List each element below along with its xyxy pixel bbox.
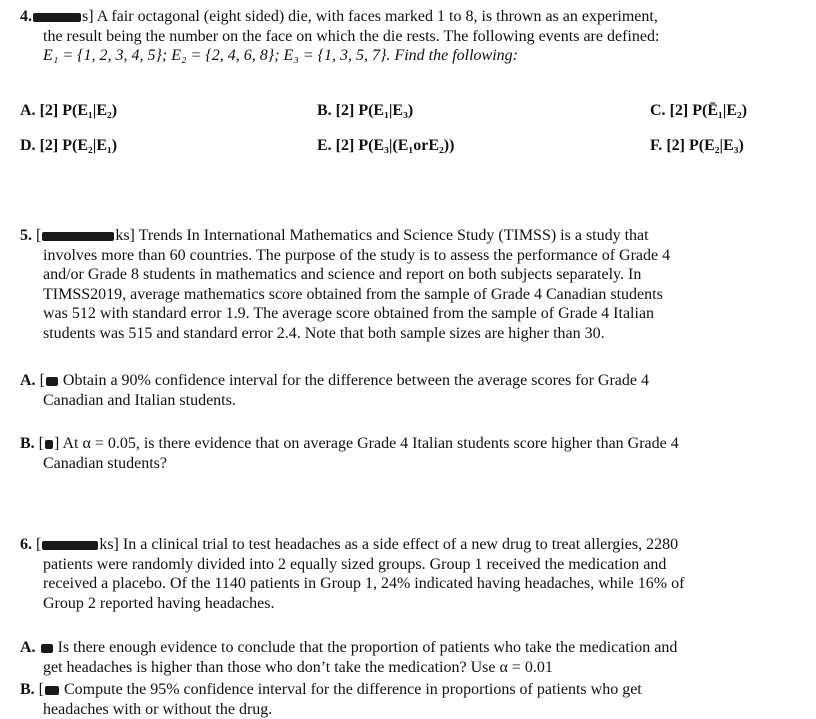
q5-part-a-line1: A. [ Obtain a 90% confidence interval for the difference between the average scores for Grade 4: [20, 372, 649, 389]
option-text: [2] P(E₂|E₁): [39, 137, 118, 154]
option-text: [2] P(E₃|(E₁orE₂)): [335, 137, 455, 154]
question-5: [20, 226, 780, 343]
q5-part-a-text: Obtain a 90% confidence interval for the difference between the average scores for Grade 4: [62, 372, 649, 389]
redaction-mark: [42, 541, 98, 550]
redaction-mark: [45, 440, 53, 449]
question-6: [20, 535, 780, 613]
q5-part-b-line1: B. [ ] At α = 0.05, is there evidence that on average Grade 4 Italian students score higher than Grade 4: [20, 435, 679, 452]
redaction-mark: [41, 644, 53, 653]
redaction-mark: [46, 377, 58, 386]
q6-part-b-text2: headaches with or without the drug.: [43, 700, 273, 718]
q4-marks-tail: s]: [82, 8, 94, 25]
option-text: [2] P(E₁|E₃): [335, 102, 414, 119]
q4-options-row2: [20, 136, 780, 156]
q4-option-f: [650, 136, 744, 156]
q4-text-line2: the result being the number on the face on which the die rests. The following events are defined:: [43, 27, 660, 45]
option-text: [2] P(Ē₁|E₂): [669, 102, 748, 119]
q4-option-c: [650, 101, 747, 121]
q5-line1: 5. [ ks] Trends In International Mathematics and Science Study (TIMSS) is a study that: [20, 227, 649, 244]
option-label: D.: [20, 137, 36, 154]
q4-option-b: [317, 101, 413, 121]
q6-text-line: patients were randomly divided into 2 equally sized groups. Group 1 received the medication and: [43, 555, 667, 573]
q6-marks-tail: ks]: [99, 536, 119, 553]
q6-part-a-line1: [20, 638, 780, 658]
q4-option-e: [317, 136, 454, 156]
q4-option-d: [20, 136, 117, 156]
question-4: [20, 7, 780, 66]
q5-text-line: and/or Grade 8 students in mathematics and science and report on both subjects separately. In: [43, 266, 642, 283]
part-label: A.: [20, 639, 36, 656]
q6-part-b-text: Compute the 95% confidence interval for the difference in proportions of patients who get: [64, 681, 642, 698]
q4-number: 4.: [20, 8, 32, 25]
option-label: E.: [317, 137, 332, 154]
q5-part-b-text: At α = 0.05, is there evidence that on average Grade 4 Italian students score higher than Grade 4: [62, 435, 679, 452]
option-label: A.: [20, 102, 36, 119]
q5-text-line: Trends In International Mathematics and Science Study (TIMSS) is a study that: [138, 227, 649, 244]
q6-part-b-line1: B. [ Compute the 95% confidence interval for the difference in proportions of patients who get: [20, 681, 642, 698]
q5-text-line: involves more than 60 countries. The purpose of the study is to assess the performance of Grade 4: [43, 246, 671, 264]
option-label: B.: [317, 102, 332, 119]
redaction-mark: [33, 13, 81, 22]
q4-line1: [20, 7, 780, 27]
q5-part-b: [20, 434, 780, 473]
q6-part-a-text2: get headaches is higher than those who don’t take the medication? Use α = 0.01: [43, 658, 553, 676]
q5-text-line: was 512 with standard error 1.9. The average score obtained from the sample of Grade 4 Italian: [43, 305, 655, 322]
q6-text-line: In a clinical trial to test headaches as a side effect of a new drug to treat allergies, 2280: [122, 536, 679, 553]
q5-text-line: students was 515 and standard error 2.4. Note that both sample sizes are higher than 30.: [43, 324, 605, 342]
option-label: C.: [650, 102, 666, 119]
q6-line1: 6. [ ks] In a clinical trial to test headaches as a side effect of a new drug to treat allergies, 2280: [20, 536, 679, 553]
q5-part-a-text2: Canadian and Italian students.: [43, 391, 236, 409]
q6-part-b: [20, 680, 780, 719]
option-text: [2] P(E₁|E₂): [39, 102, 118, 119]
option-label: F.: [650, 137, 663, 154]
q6-part-a: [20, 638, 780, 677]
q6-part-a-text: Is there enough evidence to conclude that the proportion of patients who take the medication and: [57, 639, 678, 656]
option-text: [2] P(E₂|E₃): [666, 137, 744, 154]
redaction-mark: [42, 232, 114, 241]
q5-marks-tail: ks]: [115, 227, 135, 244]
q4-option-a: [20, 101, 117, 121]
q4-events: E₁ = {1, 2, 3, 4, 5}; E₂ = {2, 4, 6, 8}; E₃ = {1, 3, 5, 7}. Find the following:: [43, 47, 518, 64]
q5-part-a: [20, 371, 780, 410]
q6-text-line: received a placebo. Of the 1140 patients in Group 1, 24% indicated having headaches, while 16% of: [43, 575, 685, 592]
q5-number: 5.: [20, 227, 32, 244]
redaction-mark: [45, 686, 59, 695]
q6-text-line: Group 2 reported having headaches.: [43, 594, 275, 612]
part-label: B.: [20, 681, 35, 698]
q4-options-row1: [20, 101, 780, 121]
part-label: A.: [20, 372, 36, 389]
q5-text-line: TIMSS2019, average mathematics score obtained from the sample of Grade 4 Canadian students: [43, 285, 663, 303]
q4-text-line1: A fair octagonal (eight sided) die, with faces marked 1 to 8, is thrown as an experiment,: [96, 8, 658, 25]
q5-part-b-text2: Canadian students?: [43, 454, 167, 472]
q6-number: 6.: [20, 536, 32, 553]
part-label: B.: [20, 435, 35, 452]
